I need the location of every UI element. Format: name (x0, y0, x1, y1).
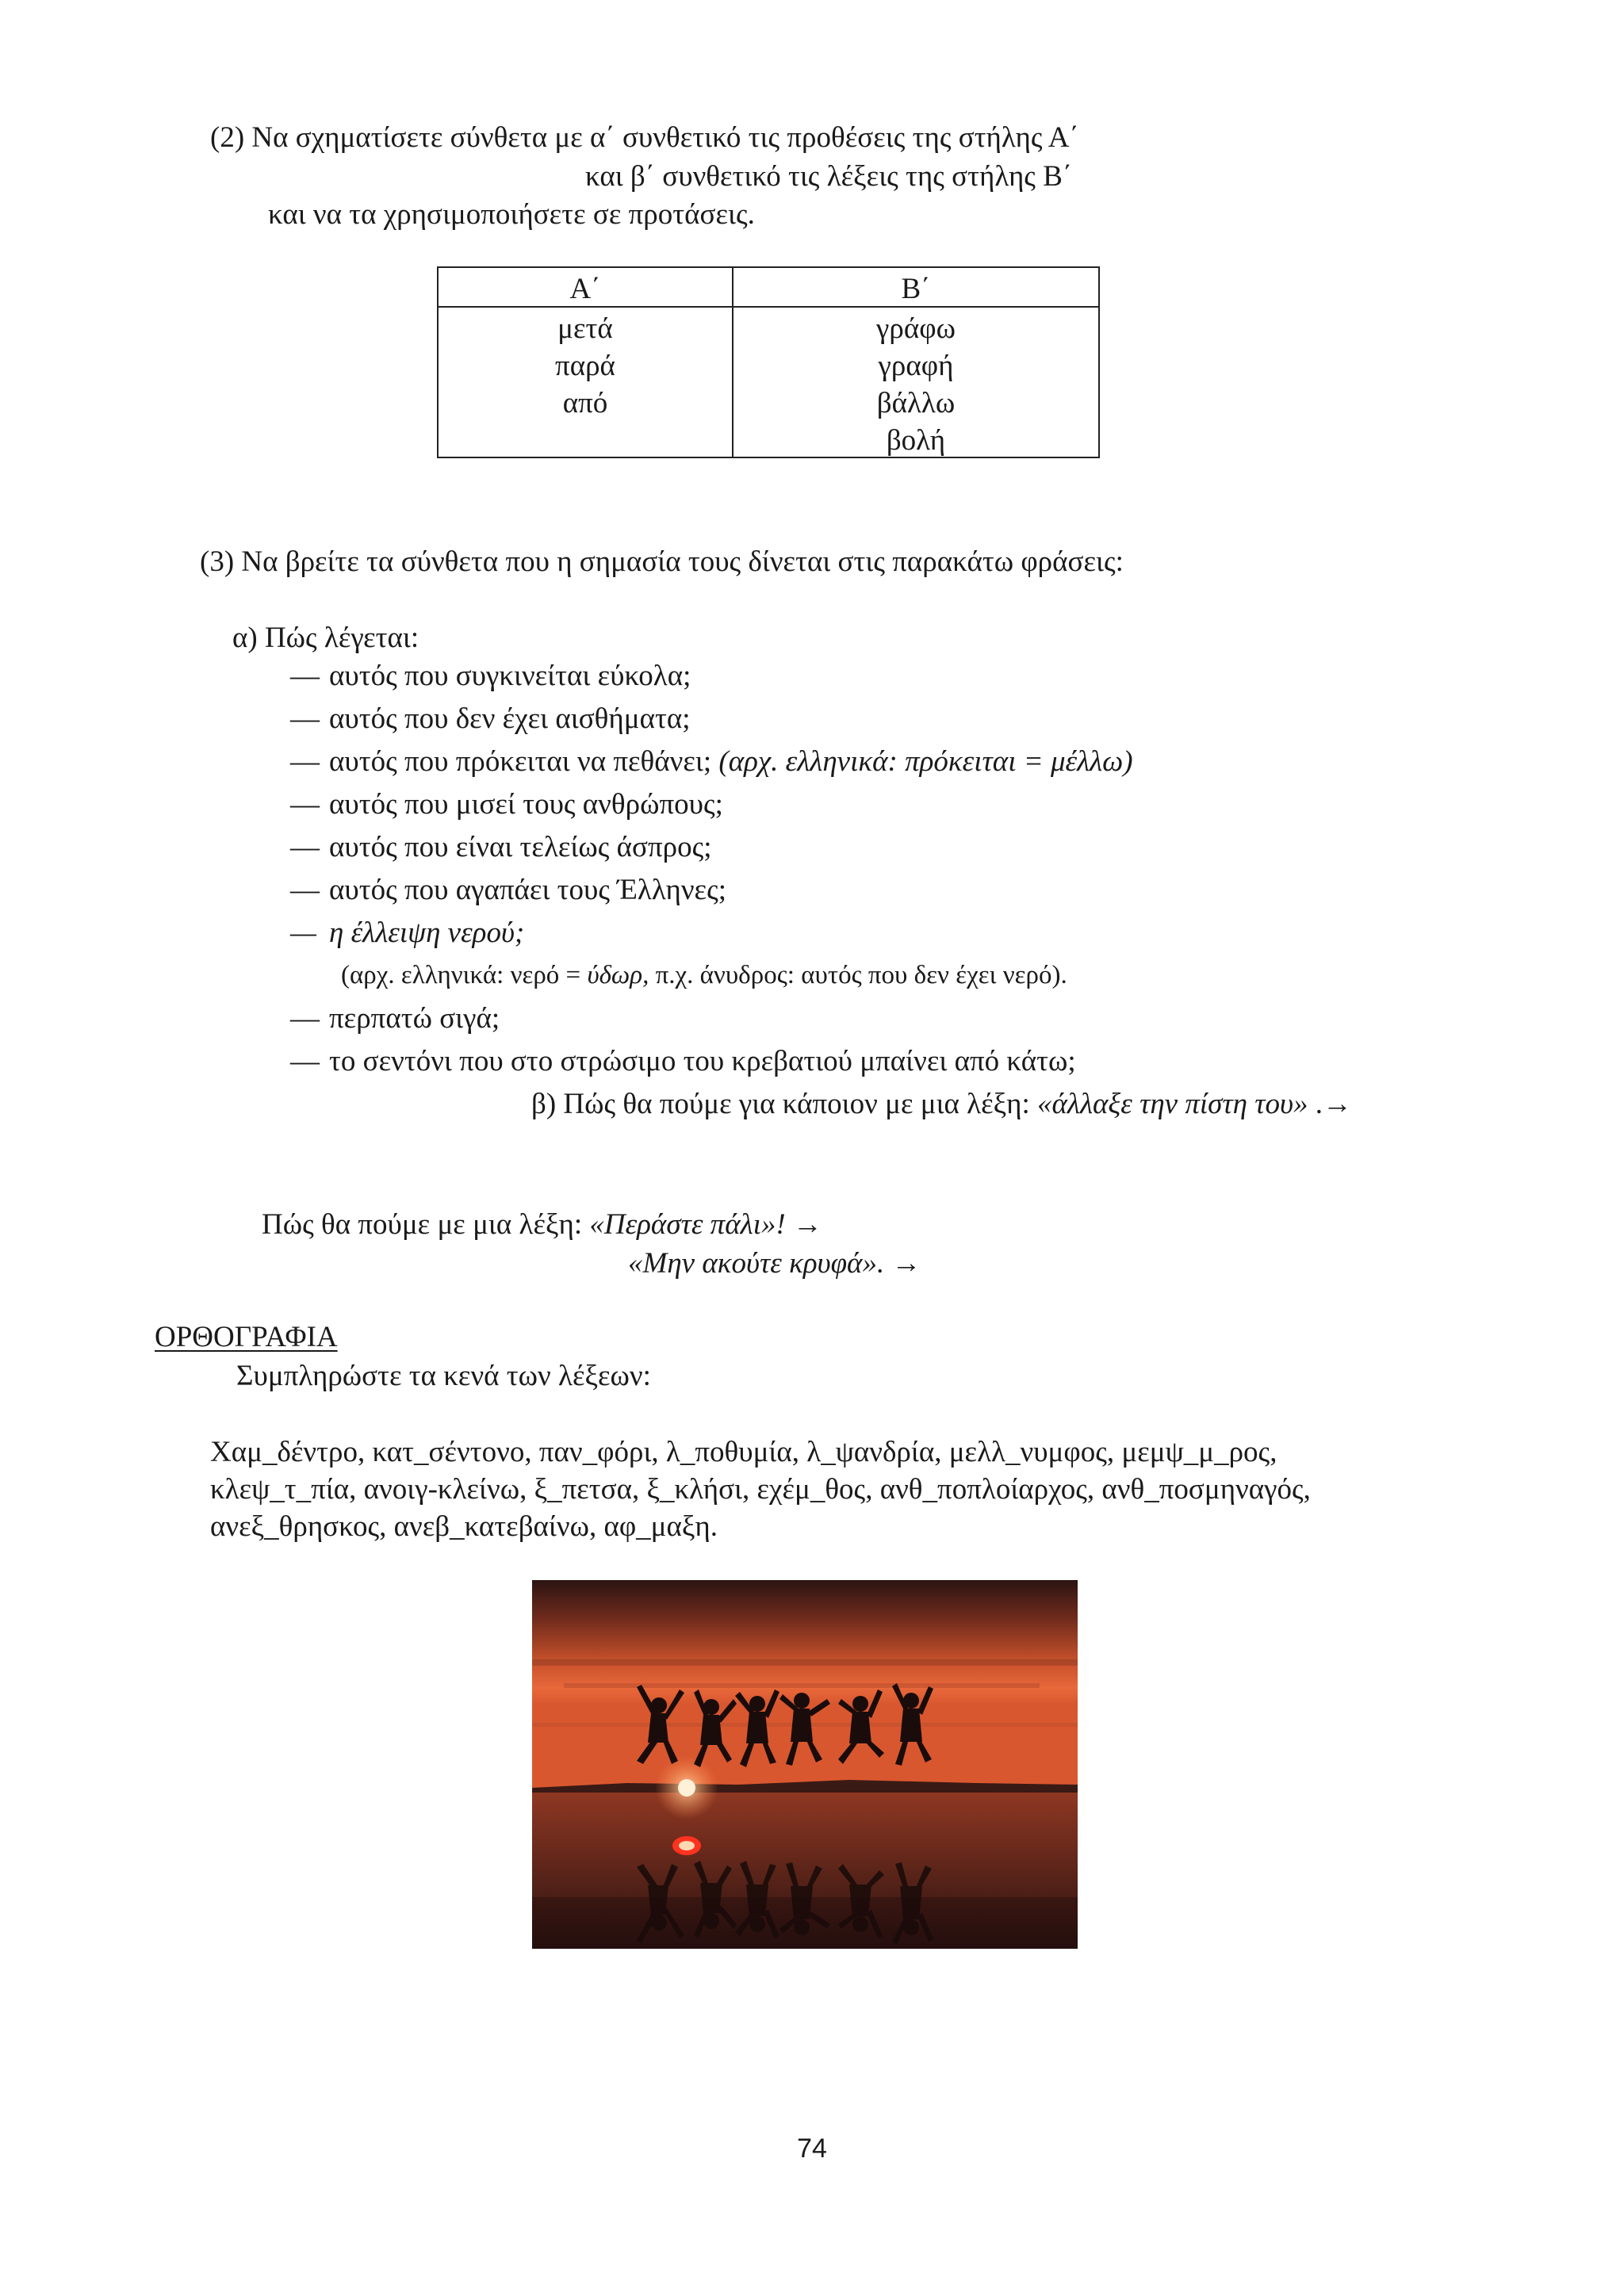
extra-quote: «Μην ακούτε κρυφά». (628, 1247, 885, 1280)
orthography-line: Χαμ_δέντρο, κατ_σέντονο, παν_φόρι, λ_ποθυμία, λ_ψανδρία, μελλ_νυμφος, μεμψ_μ_ρος, (210, 1436, 1277, 1468)
exercise3-intro: (3) Να βρείτε τα σύνθετα που η σημασία τους δίνεται στις παρακάτω φράσεις: (200, 545, 1124, 578)
list-item: το σεντόνι που στο στρώσιμο του κρεβατιού μπαίνει από κάτω; (329, 1045, 1076, 1077)
table-cell-a: μετά (557, 312, 613, 345)
list-dash: — (290, 788, 320, 821)
page-number: 74 (797, 2133, 827, 2164)
part-b-quote: «άλλαξε την πίστη του» (1037, 1088, 1308, 1120)
table-cell-b: βολή (886, 424, 946, 457)
orthography-heading: ΟΡΘΟΓΡΑΦΙΑ (155, 1321, 338, 1353)
prepositions-table (437, 266, 1100, 458)
exercise3-extra-1 (262, 1210, 822, 1239)
orthography-line: κλεψ_τ_πία, ανοιγ-κλείνω, ξ_πετσα, ξ_κλήσι, εχέμ_θος, ανθ_ποπλοίαρχος, ανθ_ποσμηναγός, (210, 1473, 1311, 1506)
part-b-text: β) Πώς θα πούμε για κάποιον με μια λέξη: (531, 1088, 1038, 1120)
extra-text: Πώς θα πούμε με μια λέξη: (262, 1208, 590, 1241)
list-item: αυτός που μισεί τους ανθρώπους; (329, 788, 723, 821)
list-item: αυτός που είναι τελείως άσπρος; (329, 831, 712, 863)
table-cell-b: γράφω (876, 312, 956, 345)
note-text-italic: ύδωρ, (587, 961, 649, 989)
part-b-arrow: .→ (1308, 1088, 1352, 1120)
table-cell-b: γραφή (878, 350, 954, 382)
orthography-line: ανεξ_θρησκος, ανεβ_κατεβαίνω, αφ_μαξη. (210, 1510, 718, 1543)
exercise3-part-b (531, 1089, 1352, 1119)
list-item: αυτός που συγκινείται εύκολα; (329, 660, 691, 692)
list-dash: — (290, 660, 320, 692)
sunset-jumping-people-photo (532, 1580, 1078, 1949)
note-text: (αρχ. ελληνικά: νερό = (341, 961, 588, 989)
list-item: αυτός που δεν έχει αισθήματα; (329, 702, 691, 735)
note-text: π.χ. άνυδρος: αυτός που δεν έχει νερό). (649, 961, 1067, 989)
list-item: η έλλειψη νερού; (329, 916, 525, 949)
list-dash: — (290, 1045, 320, 1077)
orthography-instruction: Συμπληρώστε τα κενά των λέξεων: (236, 1360, 651, 1392)
list-dash: — (290, 874, 320, 906)
exercise3-extra-2 (628, 1249, 921, 1278)
exercise2-line1: (2) Να σχηματίσετε σύνθετα με α΄ συνθετικό τις προθέσεις της στήλης Α΄ (210, 121, 1079, 154)
list-item (329, 747, 1133, 776)
list-item-text: αυτός που πρόκειται να πεθάνει; (329, 745, 712, 778)
exercise2-line2: και β΄ συνθετικό τις λέξεις της στήλης Β΄ (585, 160, 1073, 193)
table-header-divider (439, 306, 1098, 308)
table-cell-a: παρά (555, 350, 615, 382)
table-cell-b: βάλλω (876, 387, 956, 419)
list-item: αυτός που αγαπάει τους Έλληνες; (329, 874, 727, 906)
list-item-note (341, 962, 1067, 989)
list-dash: — (290, 916, 316, 949)
list-dash: — (290, 702, 320, 735)
exercise3-part-a-label: α) Πώς λέγεται: (232, 622, 419, 654)
table-header-a: Α΄ (569, 273, 601, 305)
list-item-note: (αρχ. ελληνικά: πρόκειται = μέλλω) (718, 745, 1133, 778)
list-dash: — (290, 745, 320, 778)
list-dash: — (290, 831, 320, 863)
extra-arrow: → (884, 1247, 921, 1280)
extra-quote: «Περάστε πάλι»! (589, 1208, 786, 1241)
list-dash: — (290, 1002, 320, 1035)
extra-arrow: → (785, 1208, 822, 1241)
table-cell-a: από (562, 387, 608, 419)
exercise2-line3: και να τα χρησιμοποιήσετε σε προτάσεις. (268, 198, 755, 231)
list-item: περπατώ σιγά; (329, 1002, 500, 1035)
table-header-b: Β΄ (901, 273, 931, 305)
